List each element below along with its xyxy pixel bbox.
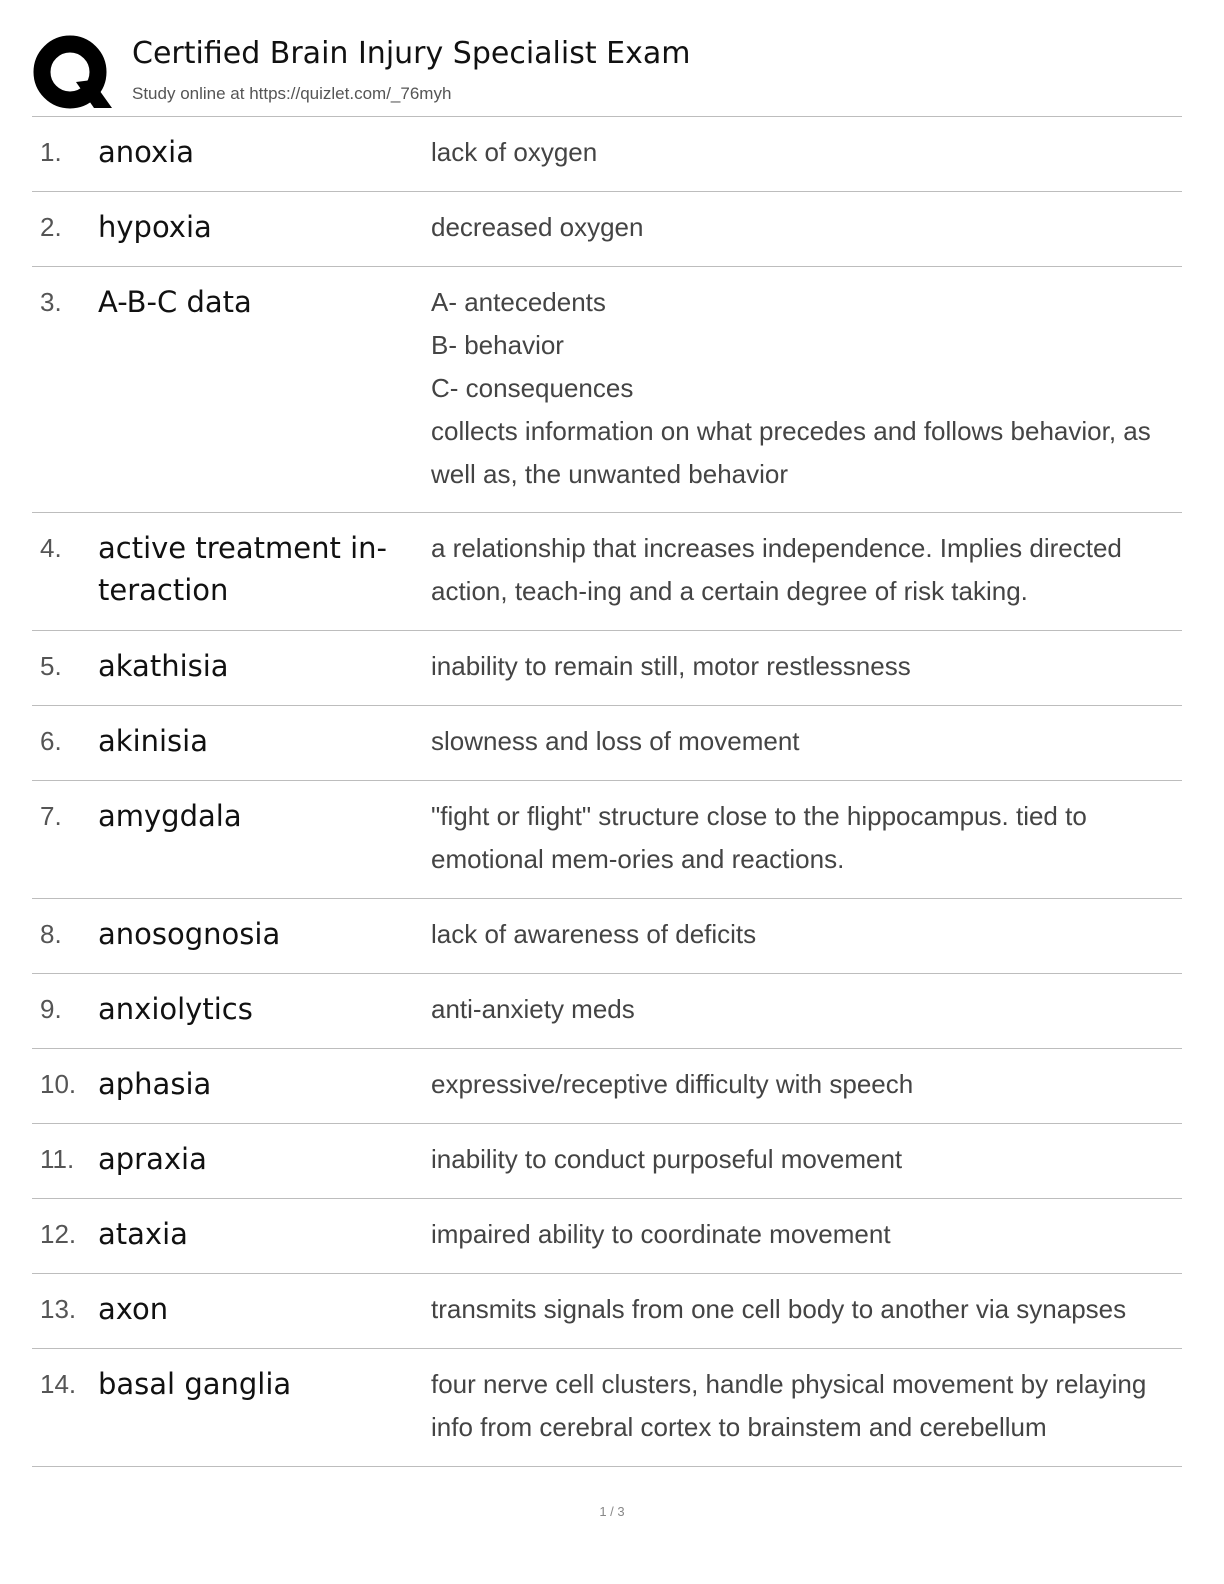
card-definition: four nerve cell clusters, handle physical movement by relaying info from cerebral cortex to brainstem and cerebellum [431, 1369, 1147, 1442]
page-indicator: 1 / 3 [599, 1504, 625, 1519]
card-row [32, 631, 1182, 706]
card-row [32, 899, 1182, 974]
card-row [32, 1199, 1182, 1274]
card-number: 14. [40, 1369, 77, 1399]
card-number: 3. [40, 287, 62, 317]
card-term: A-B-C data [98, 285, 252, 319]
card-row [32, 1124, 1182, 1199]
card-term: hypoxia [98, 210, 212, 244]
card-definition: decreased oxygen [431, 212, 644, 242]
card-definition: expressive/receptive difficulty with speech [431, 1069, 914, 1099]
card-number: 8. [40, 919, 62, 949]
card-number: 6. [40, 726, 62, 756]
card-row [32, 192, 1182, 267]
card-number: 13. [40, 1294, 77, 1324]
card-definition: lack of awareness of deficits [431, 919, 757, 949]
card-definition: "fight or flight" structure close to the hippocampus. tied to emotional mem-ories and reactions. [431, 801, 1087, 874]
card-definition: a relationship that increases independence. Implies directed action, teach-ing and a certain degree of risk taking. [431, 533, 1122, 606]
card-term: active treatment in-teraction [98, 531, 387, 607]
card-definition: anti-anxiety meds [431, 994, 635, 1024]
card-row [32, 1274, 1182, 1349]
card-definition: slowness and loss of movement [431, 726, 800, 756]
card-row [32, 974, 1182, 1049]
card-term: akinisia [98, 724, 208, 758]
card-row [32, 267, 1182, 513]
card-row [32, 781, 1182, 899]
card-term: ataxia [98, 1217, 188, 1251]
card-term: apraxia [98, 1142, 207, 1176]
card-row [32, 706, 1182, 781]
card-term: basal ganglia [98, 1367, 292, 1401]
card-number: 12. [40, 1219, 77, 1249]
card-term: axon [98, 1292, 169, 1326]
page-header [32, 28, 1182, 116]
card-number: 2. [40, 212, 62, 242]
card-term: anxiolytics [98, 992, 253, 1026]
card-row [32, 1049, 1182, 1124]
card-definition: inability to remain still, motor restlessness [431, 651, 911, 681]
card-number: 4. [40, 533, 62, 563]
card-definition: inability to conduct purposeful movement [431, 1144, 903, 1174]
card-term: anoxia [98, 135, 194, 169]
card-term: anosognosia [98, 917, 281, 951]
page-title: Certified Brain Injury Specialist Exam [132, 36, 691, 71]
quizlet-q-logo-icon [32, 32, 112, 112]
card-number: 10. [40, 1069, 77, 1099]
card-number: 7. [40, 801, 62, 831]
card-number: 9. [40, 994, 62, 1024]
card-definition: transmits signals from one cell body to another via synapses [431, 1294, 1127, 1324]
card-row [32, 1349, 1182, 1467]
card-definition: A- antecedents B- behavior C- consequences collects information on what precedes and follows behavior, as well as, the unwanted behavior [431, 287, 1151, 489]
study-online-link[interactable]: Study online at https://quizlet.com/_76myh [132, 84, 452, 103]
card-number: 5. [40, 651, 62, 681]
card-number: 11. [40, 1144, 75, 1174]
card-row [32, 117, 1182, 192]
card-term: amygdala [98, 799, 242, 833]
card-term: aphasia [98, 1067, 212, 1101]
card-term: akathisia [98, 649, 229, 683]
flashcard-list [32, 116, 1182, 1467]
card-definition: lack of oxygen [431, 137, 598, 167]
card-row [32, 513, 1182, 631]
card-number: 1. [40, 137, 62, 167]
card-definition: impaired ability to coordinate movement [431, 1219, 891, 1249]
